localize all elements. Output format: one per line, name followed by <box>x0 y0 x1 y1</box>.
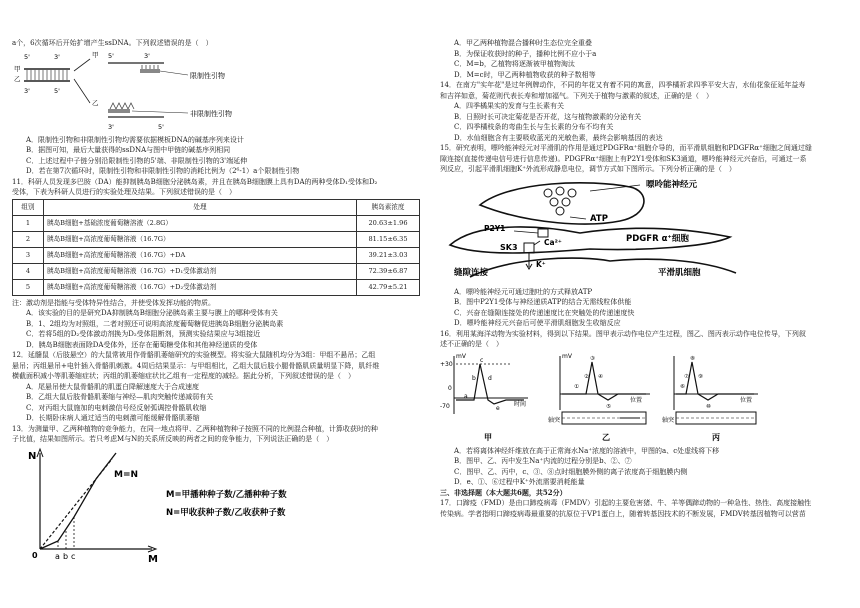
cell-insulin: 72.39±6.87 <box>357 263 420 279</box>
origin-label: 0 <box>32 550 38 560</box>
table-row <box>13 279 420 295</box>
panel-label-bing: 丙 <box>712 432 720 442</box>
yi-num-1: ① <box>574 383 579 390</box>
q16-option-a: A．若将离体神经纤维放在高于正常海水Na⁺浓度的溶液中，甲图的a、c处虚线将下移 <box>454 446 720 455</box>
label-nonlimiting-primer: 非限制性引物 <box>190 109 232 118</box>
competition-graph <box>12 445 312 565</box>
limiting-primer-marks <box>140 65 160 73</box>
q13-option-a: A．甲乙两种植物混合播种时生态位完全重叠 <box>454 39 593 47</box>
tick-c: c <box>71 551 76 561</box>
label-3prime-top: 3' <box>54 52 60 61</box>
q12-options <box>12 382 427 424</box>
jia-tick-pos: +30 <box>440 360 453 368</box>
cell-insulin: 81.15±6.35 <box>357 231 420 247</box>
q14-option-b: B．日照时长可决定菊花是否开花，这与植物激素的分泌有关 <box>454 112 642 121</box>
q16-option-c: C．图甲、乙、丙中，c、③、⑧点时细胞膜外侧的离子浓度高于细胞膜内侧 <box>454 467 688 476</box>
table-row <box>13 215 420 231</box>
x-axis-label: M <box>148 553 158 565</box>
yi-num-2: ② <box>584 373 589 380</box>
yi-unit: mV <box>562 352 572 360</box>
panel-bing <box>662 356 758 442</box>
table-header-row <box>13 199 420 215</box>
table-row <box>13 231 420 247</box>
line-label-m-equals-n: M=N <box>114 469 139 480</box>
nonlimiting-pointer <box>132 111 188 113</box>
q14-option-a: A．四季橘果实的发育与生长素有关 <box>454 102 565 110</box>
atp-pointer <box>570 217 586 219</box>
q16-option-d: D．e、①、⑥过程中K⁺外流需要消耗能量 <box>454 478 585 486</box>
q14-option-d: D．水仙细胞含有主要吸收蓝光的光敏色素，最终会影响基因的表达 <box>454 133 663 142</box>
jia-point-c: c <box>480 356 484 364</box>
label-strand-yi: 乙 <box>14 74 21 83</box>
jia-tick-neg: -70 <box>440 402 450 410</box>
panel-label-yi: 乙 <box>602 432 610 442</box>
jia-tick-zero: 0 <box>448 384 452 392</box>
label-atp: ATP <box>590 213 608 224</box>
q15-figure <box>440 175 848 287</box>
q15-option-a: A．嘌呤能神经元可通过胞吐的方式释放ATP <box>454 287 593 296</box>
q15-option-d: D．嘌呤能神经元兴奋后可使平滑肌细胞发生收缩反应 <box>454 319 621 327</box>
q13-figure <box>12 445 427 565</box>
bing-num-10: ⑩ <box>706 403 711 410</box>
cell-group: 5 <box>13 279 44 295</box>
q17-stem-line2: 传染病。学者指明口蹄疫病毒最重要的抗原位于VP1蛋白上，随着转基因技术的不断发展，FMDV转基因植物可以营苗 <box>440 509 806 518</box>
q15-stem-line3: 列反应，引起平滑肌细胞K⁺外流形成静息电位，调节方式如下图所示。下列分析正确的是（ ） <box>440 165 736 173</box>
jia-point-a: a <box>464 392 468 400</box>
tick-a: a <box>55 551 60 561</box>
limiting-pointer <box>160 71 188 75</box>
label-upper-5: 5' <box>108 51 114 60</box>
label-strand-jia: 甲 <box>14 64 21 73</box>
q13-option-d: D．M=c时，甲乙两种植物收获的种子数相等 <box>454 70 596 79</box>
cell-treatment: 胰岛B细胞+高浓度葡萄糖溶液（16.7G） <box>44 231 357 247</box>
q10-option-b: B．据图可知，最后大量获得的ssDNA与图中甲链的碱基序列相同 <box>26 146 231 154</box>
yi-num-3: ③ <box>590 355 595 362</box>
q11-option-a: A．该实验的目的是研究DA抑制胰岛B细胞分泌胰岛素主要与膜上的哪种受体有关 <box>26 309 278 317</box>
q11-option-c: C．若将5组的D₂受体激动剂换为D₂受体阻断剂，预测实验结果应与3组接近 <box>26 330 261 338</box>
q11-option-d: D．胰岛B细胞表面除DA受体外，还存在葡萄糖受体和其他神经递质的受体 <box>26 340 258 349</box>
q14-options <box>440 101 848 143</box>
definition-n: N=甲收获种子数/乙收获种子数 <box>166 507 286 518</box>
q12-stem-line2: 悬吊；丙组悬吊+电针插入骨骼肌刺激。4周后结果显示：与甲组相比，乙组大鼠后肢小腿骨骼肌质量明显下降，肌纤维 <box>12 361 380 370</box>
right-column <box>440 38 848 519</box>
q14-option-c: C．四季橘枝条的弯曲生长与生长素的分布不均有关 <box>454 123 614 131</box>
cell-group: 3 <box>13 247 44 263</box>
label-p2y1: P2Y1 <box>484 223 506 233</box>
jia-point-e: e <box>496 404 500 412</box>
yi-num-4: ④ <box>598 373 603 380</box>
q15-stem-line2: 隙连接(直接传递电信号进行信息传递)。PDGFRα⁺细胞上有P2Y1受体和SK3通道，嘌呤能神经元兴奋后，可通过一系 <box>440 154 807 163</box>
label-limiting-primer: 限制性引物 <box>190 71 225 80</box>
jia-unit: mV <box>456 352 466 360</box>
bing-num-7: ⑦ <box>684 373 689 380</box>
dsdna-template <box>24 69 70 81</box>
q14-stem-line2: 和吉祥如意，菊花则代表长寿和增加福气。下列关于植物与激素的叙述，正确的是（ ） <box>440 91 713 100</box>
pcr-diagram <box>12 49 312 135</box>
q13-stem-line1: 13．为测量甲、乙两种植物的竞争能力，在同一地点将甲、乙两种植物种子按照不同的比例混合种植，计算收获时的种 <box>12 424 378 433</box>
cell-treatment: 胰岛B细胞+高浓度葡萄糖溶液（16.7G）+D₁受体激动剂 <box>44 263 357 279</box>
jia-point-b: b <box>472 374 476 382</box>
cell-insulin: 42.79±5.21 <box>357 279 420 295</box>
cell-insulin: 39.21±3.03 <box>357 247 420 263</box>
bing-num-9: ⑨ <box>698 373 703 380</box>
cell-insulin: 20.63±1.96 <box>357 215 420 231</box>
label-k: K⁺ <box>536 259 546 269</box>
q10-tail: a个，6次循环后开始扩增产生ssDNA。下列叙述错误的是（ ） <box>12 39 213 47</box>
label-5prime-top: 5' <box>24 52 30 61</box>
q15-options <box>440 287 848 329</box>
q11-note: 注：激动剂是指能与受体特异性结合，并使受体发挥功能的物质。 <box>12 298 215 307</box>
bing-axon-label: 轴突 <box>662 416 675 424</box>
vesicles <box>544 187 576 215</box>
q13-option-b: B．为保证收获时的种子，播种比例不应小于a <box>454 49 597 58</box>
label-lower-5: 5' <box>158 122 164 131</box>
panel-label-jia: 甲 <box>484 432 492 442</box>
label-purinergic-neuron: 嘌呤能神经元 <box>646 179 698 190</box>
bing-num-8: ⑧ <box>690 355 695 362</box>
jia-time-label: 时间 <box>514 400 527 408</box>
label-ca: Ca²⁺ <box>544 237 562 247</box>
label-smooth-muscle: 平滑肌细胞 <box>658 267 701 278</box>
q12-option-d: D．长期卧床病人通过适当的电刺激可能缓解骨骼肌萎缩 <box>26 414 200 422</box>
q10-option-a: A．限制性引物和非限制性引物均需要依据模板DNA的碱基序列来设计 <box>26 135 244 144</box>
bing-num-6: ⑥ <box>680 383 685 390</box>
arrow-up <box>74 59 90 71</box>
q11-stem-line1: 11．科研人员发现多巴胺（DA）能抑制胰岛B细胞分泌胰岛素，并且在胰岛B细胞膜上具有DA的两种受体D₁受体和D₂ <box>12 177 378 186</box>
q12-option-c: C．对丙组大鼠施加的电刺激信号经反射弧调控骨骼肌收缩 <box>26 403 207 412</box>
tick-b: b <box>63 551 69 561</box>
q11-stem-line2: 受体，下表为科研人员进行的实验处理及结果。下列叙述错误的是（ ） <box>12 188 236 196</box>
panel-jia <box>440 353 528 442</box>
cell-treatment: 胰岛B细胞+高浓度葡萄糖溶液（16.7G）+D₂受体激动剂 <box>44 279 357 295</box>
q16-figure <box>440 350 848 446</box>
neuron-diagram <box>440 175 740 287</box>
label-lower-yi: 乙 <box>92 98 99 107</box>
section-heading-nonchoice: 三、非选择题（本大题共6题，共52分） <box>440 487 567 497</box>
label-3prime-bottom: 3' <box>24 86 30 95</box>
cell-group: 4 <box>13 263 44 279</box>
p2y1-receptor <box>538 229 548 237</box>
q15-option-c: C．兴奋在缝隙连接处的传递速度比在突触处的传递速度快 <box>454 308 635 317</box>
q11-results-table <box>12 199 420 296</box>
header-group: 组别 <box>13 199 44 215</box>
q11-options <box>12 308 427 350</box>
label-pdgfr-cell: PDGFR α⁺细胞 <box>626 233 689 244</box>
definition-m: M=甲播种种子数/乙播种种子数 <box>166 489 287 500</box>
q15-option-b: B．图中P2Y1受体与神经递质ATP的结合无需线粒体供能 <box>454 298 632 306</box>
bing-position-label: 位置 <box>740 396 753 404</box>
q11-option-b: B．1、2组均为对照组，二者对照还可说明高浓度葡萄糖促进胰岛B细胞分泌胰岛素 <box>26 319 284 328</box>
cell-group: 1 <box>13 215 44 231</box>
sk3-channel <box>524 243 534 253</box>
nonlimiting-primer-marks <box>108 103 134 113</box>
yi-position-label: 位置 <box>630 396 643 404</box>
q16-option-b: B．图甲、乙、丙中发生Na⁺内流的过程分别是b、②、⑦ <box>454 457 632 465</box>
q10-options <box>12 135 427 177</box>
label-5prime-bottom: 5' <box>54 86 60 95</box>
table-row <box>13 263 420 279</box>
header-treatment: 处理 <box>44 199 357 215</box>
q12-option-a: A．尾悬吊使大鼠骨骼肌的肌蛋白降解速度大于合成速度 <box>26 382 200 391</box>
arrow-down <box>74 79 90 103</box>
q16-options <box>440 446 848 488</box>
q13-option-c: C．M=b，乙植物将逐渐被甲植物淘汰 <box>454 60 575 68</box>
yi-num-5: ⑤ <box>606 403 611 410</box>
action-potential-figure <box>440 350 770 446</box>
label-lower-3: 3' <box>108 122 114 131</box>
header-insulin: 胰岛素浓度 <box>357 199 420 215</box>
q16-stem-line2: 述不正确的是（ ） <box>440 340 503 348</box>
q12-option-b: B．乙组大鼠后肢骨骼肌萎缩与神经—肌肉突触传递减弱有关 <box>26 393 214 401</box>
table-row <box>13 247 420 263</box>
q10-figure <box>12 49 427 135</box>
label-gap-junction: 缝隙连接 <box>454 267 489 278</box>
label-upper-3: 3' <box>144 51 150 60</box>
left-column <box>12 38 427 565</box>
cell-treatment: 胰岛B细胞+基础浓度葡萄糖溶液（2.8G） <box>44 215 357 231</box>
panel-yi <box>548 353 650 442</box>
yi-axon-label: 轴突 <box>548 416 561 424</box>
q16-stem-line1: 16．利用某海洋动物为实验材料，得到以下结果。图甲表示动作电位产生过程，图乙、图丙表示动作电位传导，下列叙 <box>440 329 806 338</box>
p2y1-pointer <box>514 231 538 233</box>
label-upper-jia: 甲 <box>92 50 99 59</box>
q13-options <box>440 38 848 80</box>
cell-treatment: 胰岛B细胞+高浓度葡萄糖溶液（16.7G）+DA <box>44 247 357 263</box>
cell-group: 2 <box>13 231 44 247</box>
q13-stem-line2: 子比值，结果如图所示。若只考虑M与N的关系所反映的两者之间的竞争能力，下列说法正确的是（ ） <box>12 435 334 443</box>
q10-option-d: D．若在第7次循环时，限制性引物和非限制性引物的消耗比例为（2⁶-1）a个限制性引物 <box>26 167 300 175</box>
label-sk3: SK3 <box>500 242 518 252</box>
q12-stem-line1: 12．延髓鼠（后肢悬空）的大鼠常被用作骨骼肌萎缩研究的实验模型。将实验大鼠随机均分为3组：甲组不悬吊；乙组 <box>12 351 376 359</box>
q10-option-c: C．上述过程中子链分别沿限制性引物的5'端、非限制性引物的3'端延伸 <box>26 156 248 165</box>
q17-stem-line1: 17．口蹄疫（FMD）是由口蹄疫病毒（FMDV）引起的主要危害猪、牛、羊等偶蹄动物的一种急性、热性、高度接触性 <box>440 499 812 507</box>
jia-point-d: d <box>488 374 492 382</box>
q12-stem-line3: 横截面积减小等肌萎缩症状；丙组的肌萎缩症状比乙组有一定程度的减轻。据此分析，下列叙述错误的是（ ） <box>12 372 355 380</box>
y-axis-label: N <box>28 450 37 462</box>
q14-stem-line1: 14．在南方"实年花"是过年例牌动作，不同的年花又有着不同的寓意，四季橘祈求四季平安大吉，水仙花象征延年益寿 <box>440 81 806 89</box>
q15-stem-line1: 15．研究表明，嘌呤能神经元对平滑肌的作用是通过PDGFRα⁺细胞介导的，而平滑肌细胞和PDGFRα⁺细胞之间通过缝 <box>440 144 812 152</box>
ca-arrow <box>534 241 540 245</box>
